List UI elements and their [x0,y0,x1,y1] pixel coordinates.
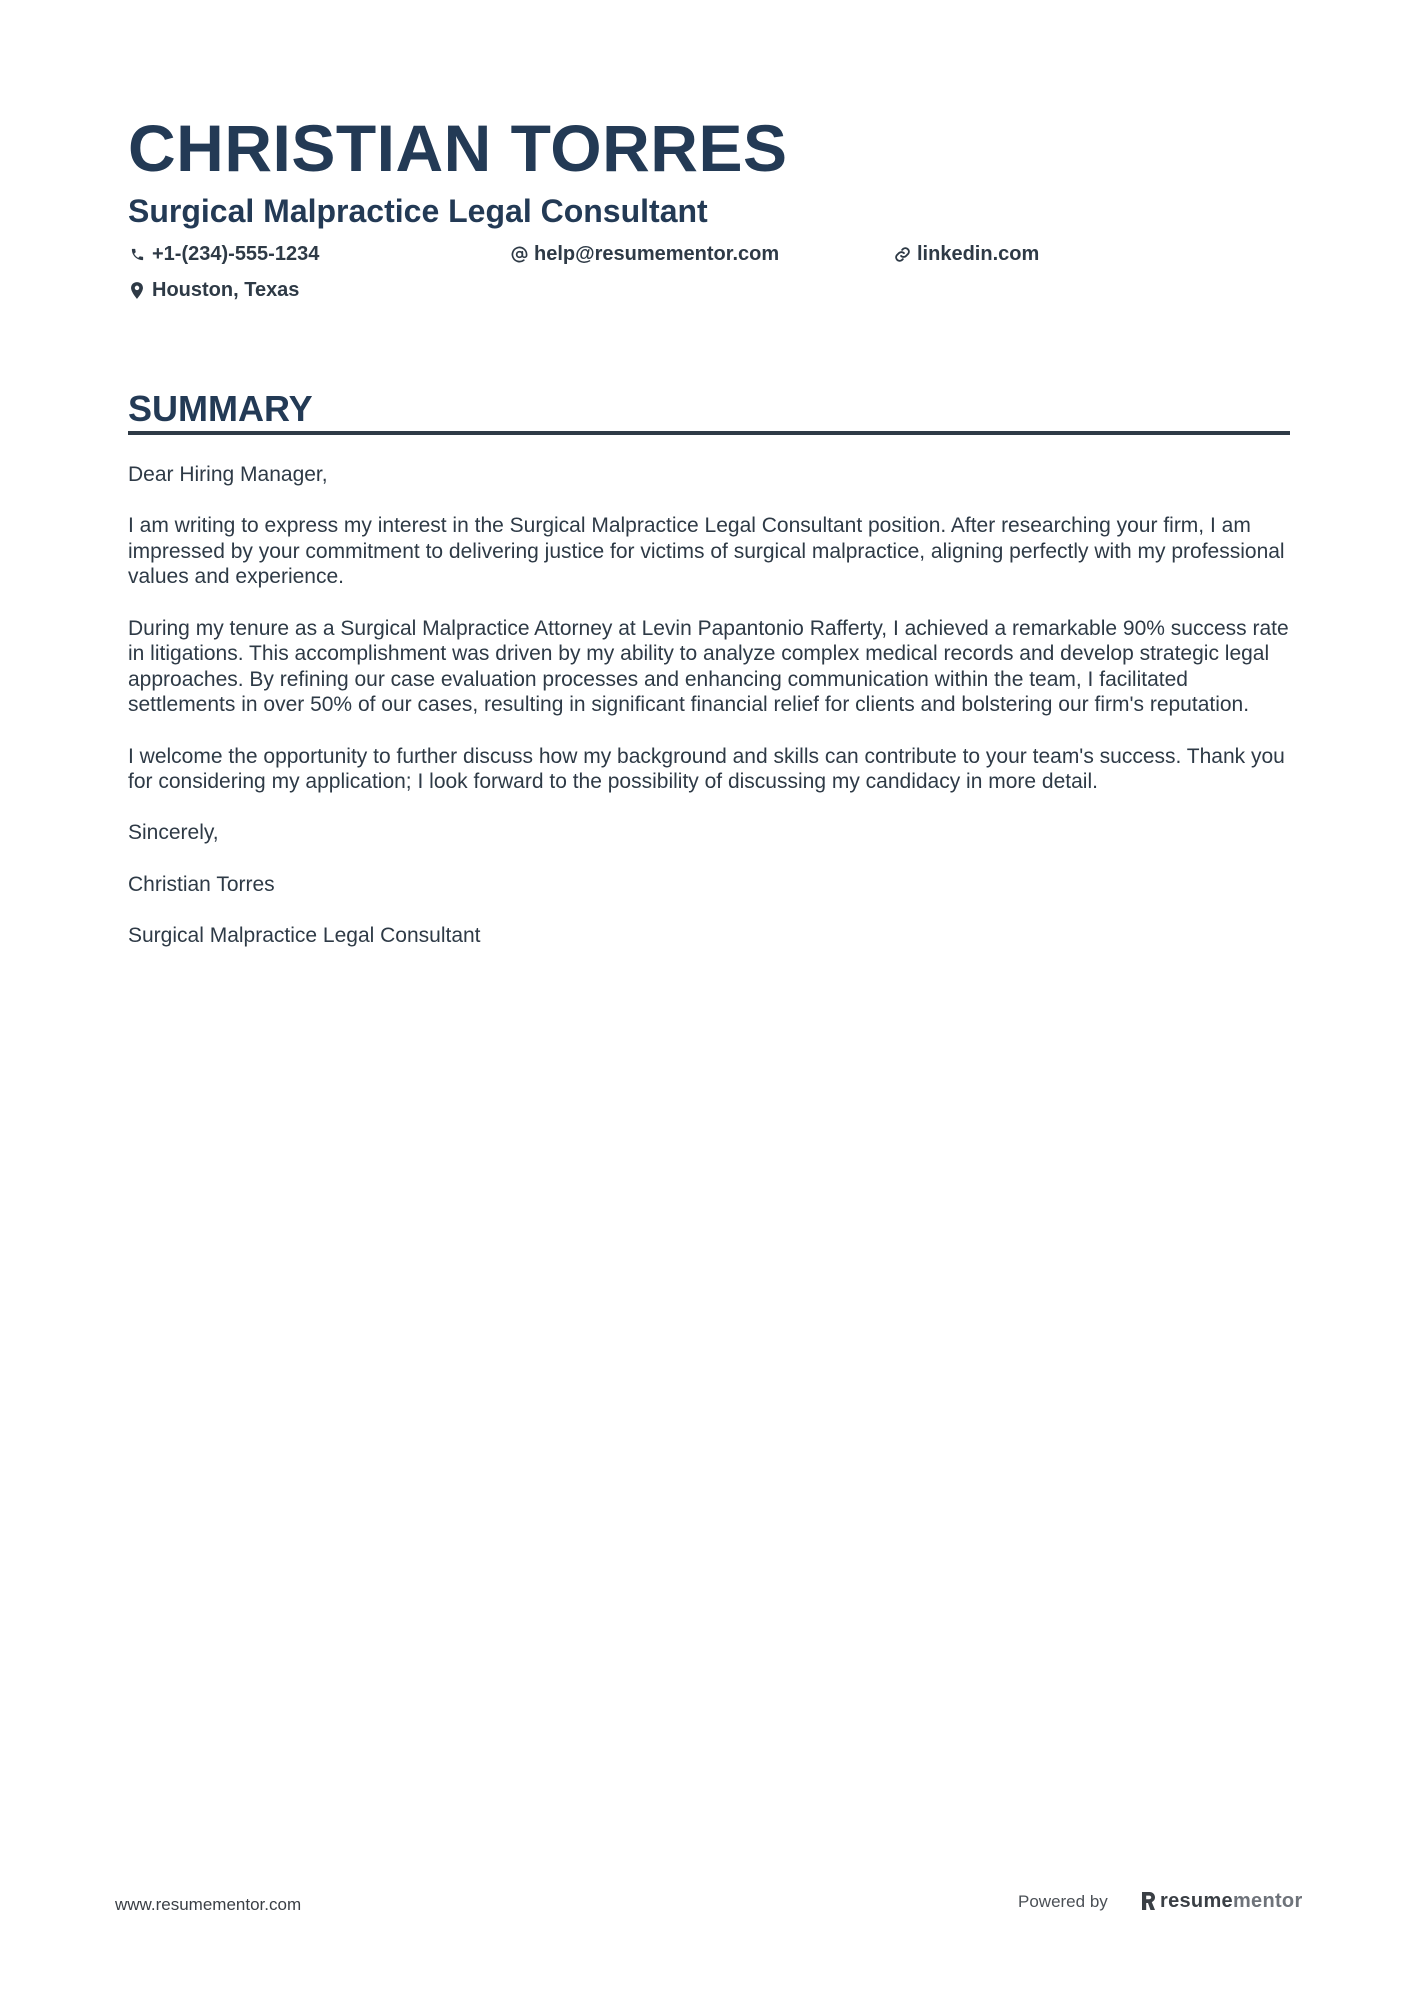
section-title-summary: SUMMARY [128,388,313,429]
brand-wordmark-resume: resume [1160,1889,1233,1912]
letter-body [128,462,1290,974]
phone-text: +1-(234)-555-1234 [152,242,320,265]
contact-link [893,241,1039,267]
contact-location [128,277,299,303]
location-pin-icon [128,281,146,299]
section-divider [128,431,1290,435]
letter-signature-title: Surgical Malpractice Legal Consultant [128,923,481,947]
email-text[interactable]: help@resumementor.com [534,242,780,265]
letter-signature-name: Christian Torres [128,872,275,896]
letter-closing: Sincerely, [128,821,219,845]
brand-logo[interactable] [1140,1887,1303,1915]
brand-wordmark-mentor: mentor [1232,1889,1303,1912]
footer-url[interactable]: www.resumementor.com [115,1895,302,1914]
letter-paragraph-1: I am writing to express my interest in the Surgical Malpractice Legal Consultant position. After researching your firm, I am impressed by your commitment to delivering justice for victims of surgical malpractice, aligning perfectly with my professional values and experience. [128,514,1285,589]
link-text[interactable]: linkedin.com [917,242,1040,265]
at-icon [510,245,528,263]
powered-by-label: Powered by [1018,1892,1108,1911]
letter-paragraph-3: I welcome the opportunity to further discuss how my background and skills can contribute to your team's success. Thank you for considering my application; I look forward to the possibility of discussing my candidacy in more detail. [128,744,1285,794]
link-icon [893,245,911,263]
brand-mark-icon [1140,1891,1156,1911]
contact-email [510,241,779,267]
phone-icon [128,245,146,263]
letter-paragraph-2: During my tenure as a Surgical Malpractice Attorney at Levin Papantonio Rafferty, I achieved a remarkable 90% success rate in litigations. This accomplishment was driven by my ability to analyze complex medical records and develop strategic legal approaches. By refining our case evaluation processes and enhancing communication within the team, I facilitated settlements in over 50% of our cases, resulting in significant financial relief for clients and bolstering our firm's reputation. [128,616,1289,717]
job-title: Surgical Malpractice Legal Consultant [128,193,708,229]
contact-phone [128,241,319,267]
letter-greeting: Dear Hiring Manager, [128,463,328,486]
candidate-name: CHRISTIAN TORRES [128,111,788,185]
location-text: Houston, Texas [152,278,300,301]
brand-wordmark [1160,1890,1303,1913]
